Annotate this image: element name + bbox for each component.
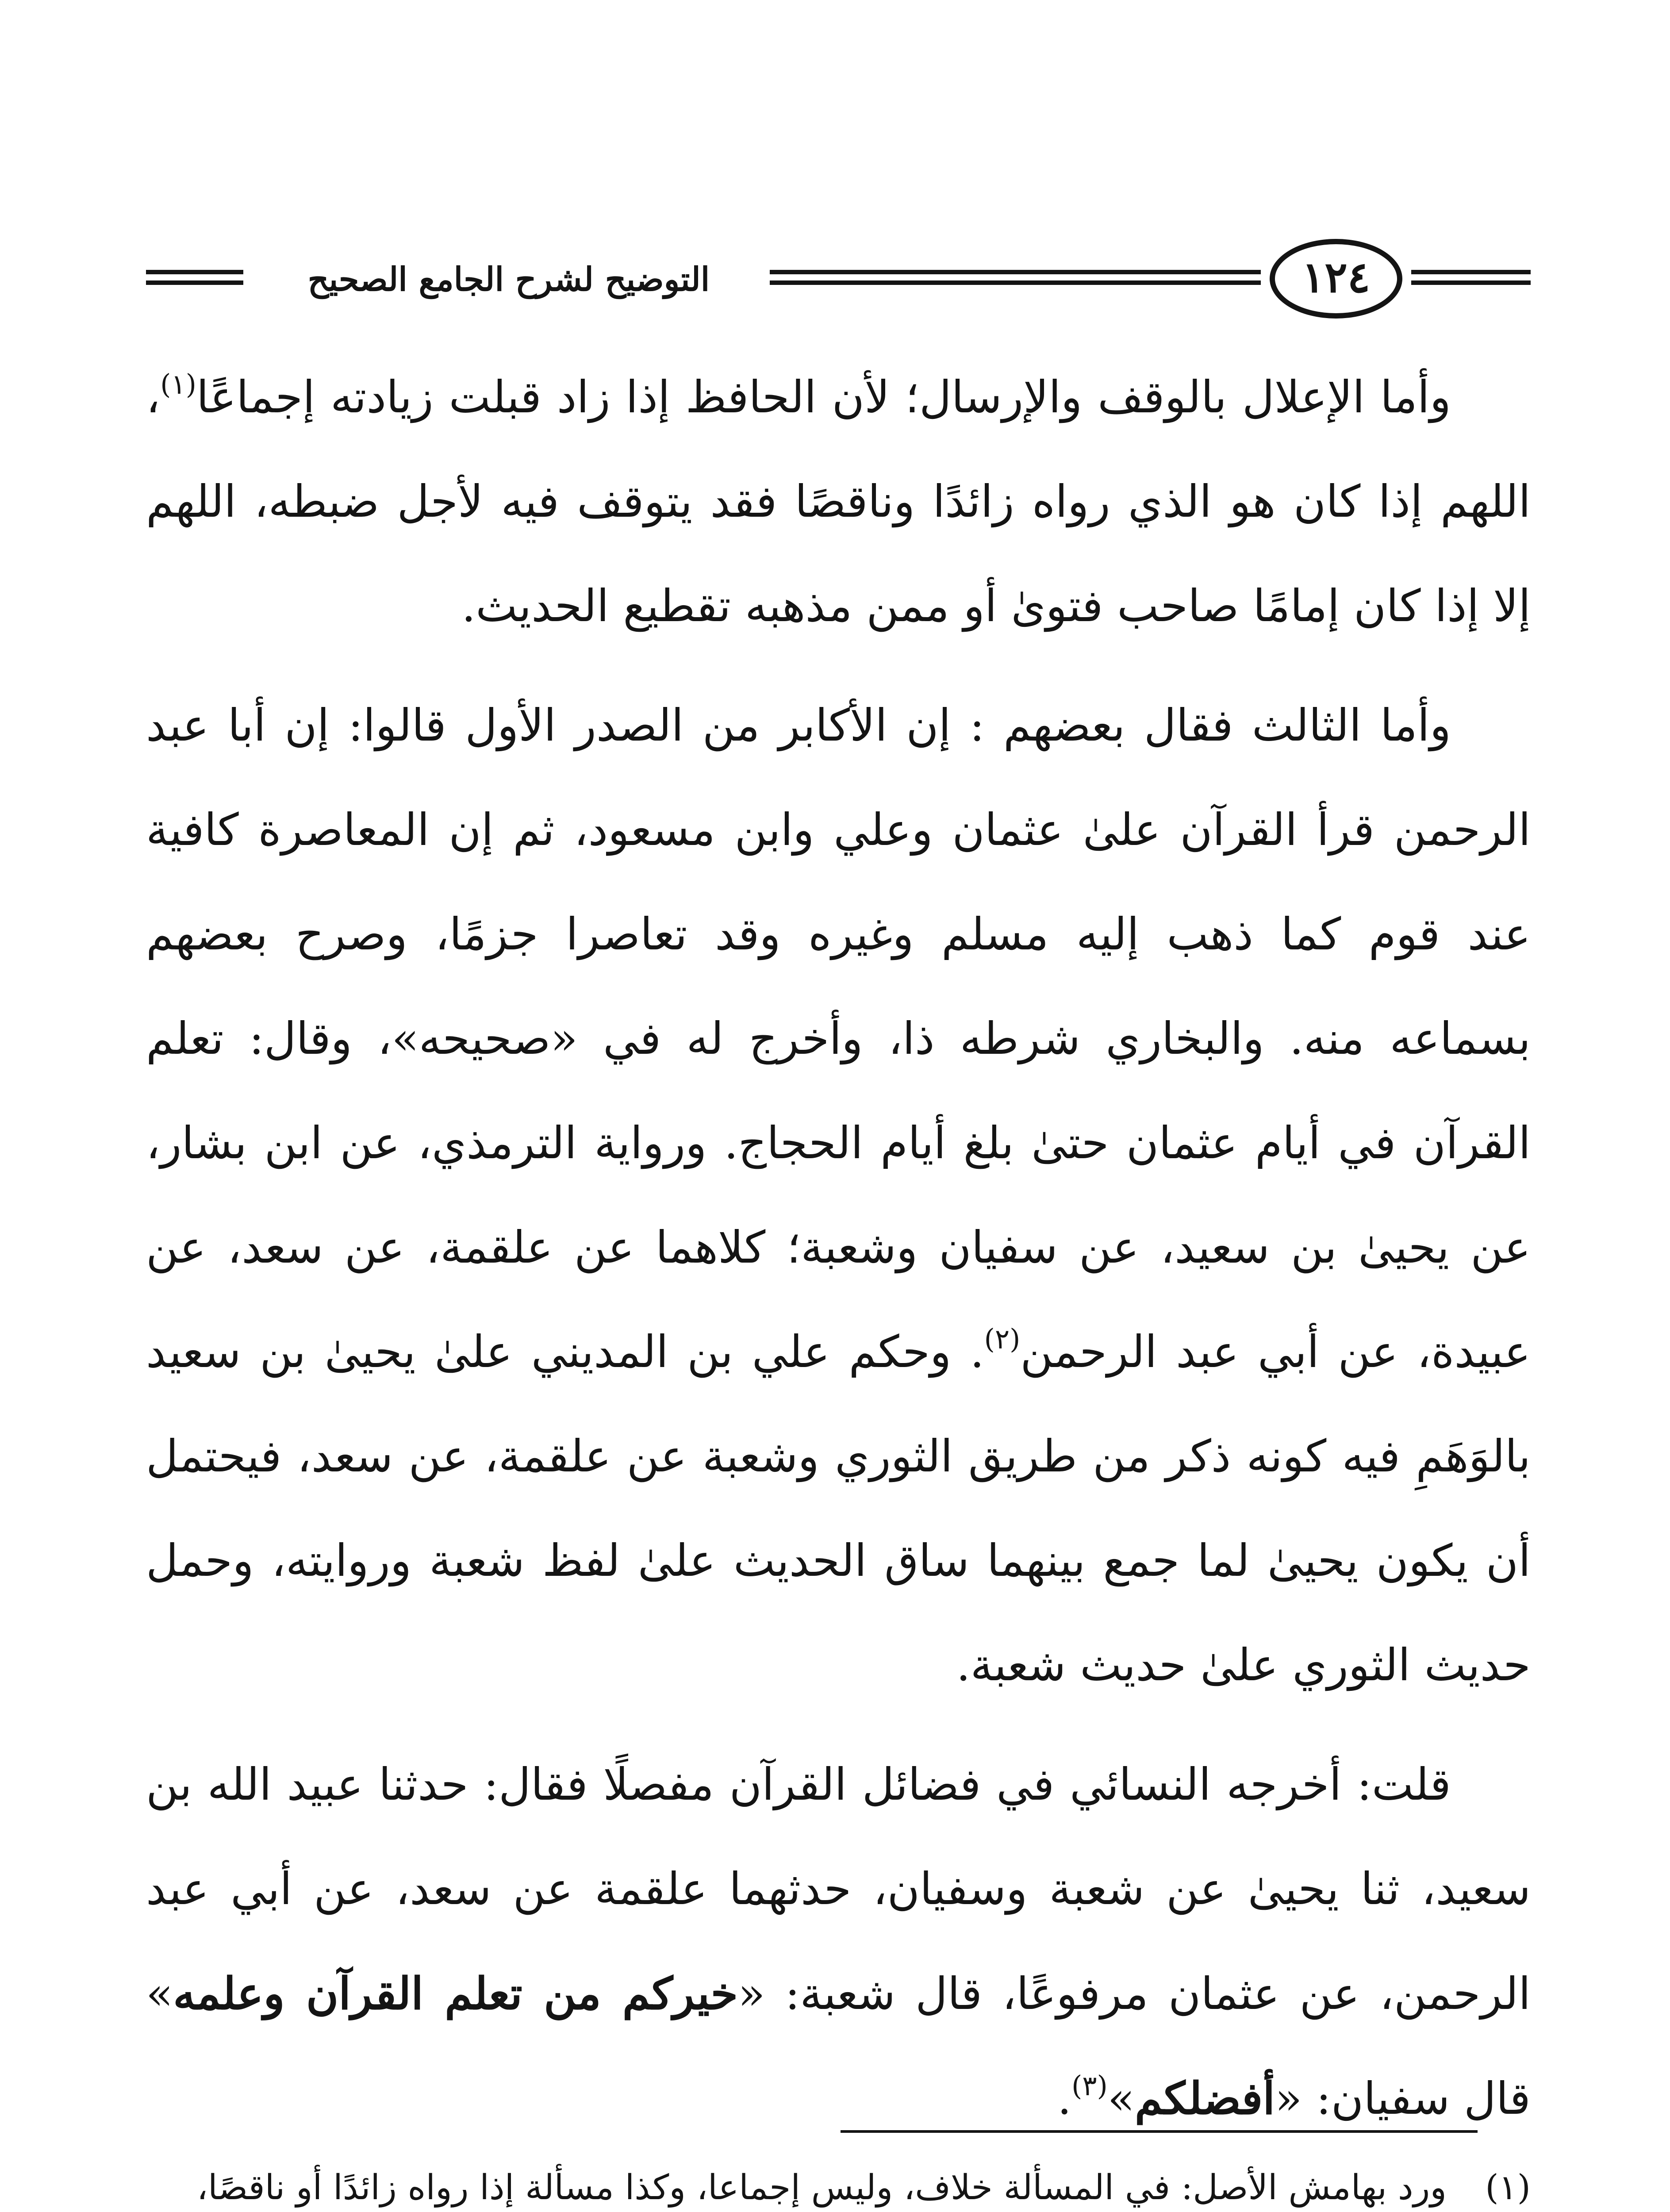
footnote-ref-1[interactable]: (١) xyxy=(160,368,196,400)
running-header xyxy=(0,234,1670,332)
footnote-1-number: (١) xyxy=(1485,2168,1531,2208)
footnote-1-text: ورد بهامش الأصل: في المسألة خلاف، وليس إجماعا، وكذا مسألة إذا رواه زائدًا أو ناقصًا، xyxy=(196,2168,1447,2208)
paragraph-1-text-b: ، اللهم إذا كان هو الذي رواه زائدًا وناقصًا فقد يتوقف فيه لأجل ضبطه، اللهم إلا إذا كان إمامًا صاحب فتوىٰ أو ممن مذهبه تقطيع الحديث. xyxy=(146,371,1531,632)
paragraph-3-text-a: قلت: أخرجه النسائي في فضائل القرآن مفصلًا فقال: حدثنا عبيد الله بن سعيد، ثنا يحيىٰ عن شعبة وسفيان، حدثهما علقمة عن سعد، عن أبي عبد الرحمن، عن عثمان مرفوعًا، قال شعبة: « xyxy=(146,1759,1531,2020)
footnote-ref-3[interactable]: (٣) xyxy=(1071,2070,1108,2102)
header-rule-middle xyxy=(770,270,1261,285)
footnote-1 xyxy=(146,2154,1531,2212)
paragraph-1 xyxy=(146,345,1531,658)
header-rule-right xyxy=(1411,270,1531,285)
hadith-quote-sufyan: أفضلكم xyxy=(1134,2072,1275,2124)
page-number-badge: ١٢٤ xyxy=(1270,239,1402,319)
main-text xyxy=(146,345,1531,2151)
paragraph-2-text-a: وأما الثالث فقال بعضهم : إن الأكابر من الصدر الأول قالوا: إن أبا عبد الرحمن قرأ القرآن علىٰ عثمان وعلي وابن مسعود، ثم إن المعاصرة كافية عند قوم كما ذهب إليه مسلم وغيره وقد تعاصرا جزمًا، وصرح بعضهم بسماعه منه. والبخاري شرطه ذا، وأخرج له في «صحيحه»، وقال: تعلم القرآن في أيام عثمان حتىٰ بلغ أيام الحجاج. ورواية الترمذي، عن ابن بشار، عن يحيىٰ بن سعيد، عن سفيان وشعبة؛ كلاهما عن علقمة، عن سعد، عن عبيدة، عن أبي عبد الرحمن xyxy=(146,699,1531,1378)
hadith-quote-shuba: خيركم من تعلم القرآن وعلمه xyxy=(173,1967,738,2020)
paragraph-3-text-d: . xyxy=(1057,2073,1072,2124)
paragraph-3-text-b: » قال سفيان: « xyxy=(146,1968,1531,2124)
footnote-separator xyxy=(841,2130,1478,2133)
paragraph-1-text-a: وأما الإعلال بالوقف والإرسال؛ لأن الحافظ إذا زاد قبلت زيادته إجماعًا xyxy=(196,371,1451,423)
paragraph-2-text-b: . وحكم علي بن المديني علىٰ يحيىٰ بن سعيد بالوَهَمِ فيه كونه ذكر من طريق الثوري وشعبة عن علقمة، عن سعد، فيحتمل أن يكون يحيىٰ لما جمع بينهما ساق الحديث علىٰ لفظ شعبة وروايته، وحمل حديث الثوري علىٰ حديث شعبة. xyxy=(146,1326,1531,1691)
footnotes xyxy=(146,2154,1531,2212)
book-title: التوضيح لشرح الجامع الصحيح xyxy=(307,261,710,299)
paragraph-3-text-c: » xyxy=(1107,2073,1135,2124)
header-rule-left-outer xyxy=(146,270,243,285)
paragraph-3 xyxy=(146,1732,1531,2151)
footnote-ref-2[interactable]: (٢) xyxy=(984,1323,1021,1355)
paragraph-2 xyxy=(146,673,1531,1717)
